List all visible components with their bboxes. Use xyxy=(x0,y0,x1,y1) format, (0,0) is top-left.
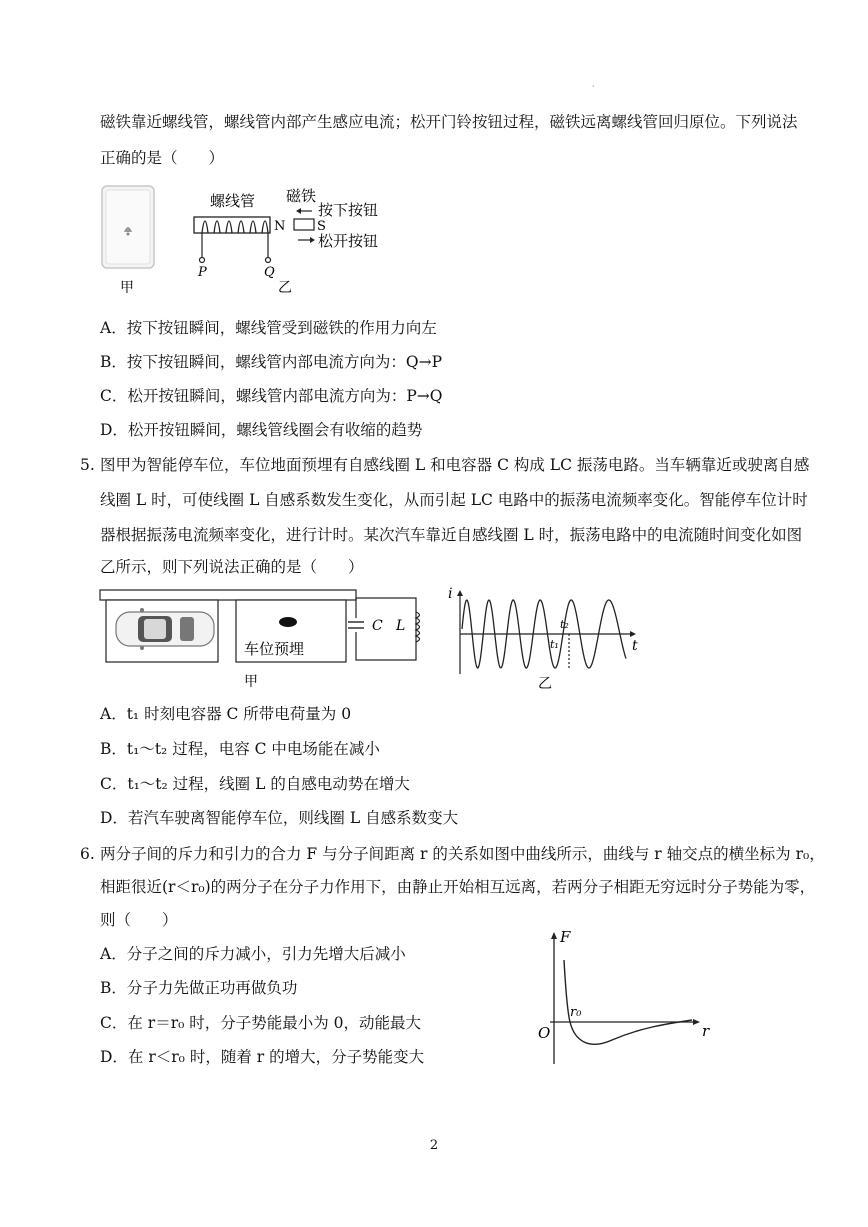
q6-option-a: A．分子之间的斥力减小，引力先增大后减小 xyxy=(100,945,406,963)
capacitor-label: C xyxy=(372,618,383,634)
q6-stem-line1: 两分子间的斥力和引力的合力 F 与分子间距离 r 的关系如图中曲线所示，曲线与 r 轴交点的横坐标为 r₀， xyxy=(100,845,825,863)
t2-label: t₂ xyxy=(560,618,569,631)
q4-option-c: C．松开按钮瞬间，螺线管内部电流方向为：P→Q xyxy=(100,387,443,405)
magnet-s: S xyxy=(317,219,326,234)
q5-option-b: B．t₁～t₂ 过程，电容 C 中电场能在减小 xyxy=(100,740,380,758)
q5-number: 5. xyxy=(80,456,95,474)
fig-yi-label-5: 乙 xyxy=(538,676,552,692)
q4-figure xyxy=(98,180,408,298)
solenoid-label: 螺线管 xyxy=(210,192,256,210)
q5-figure xyxy=(98,584,648,696)
q5-option-d: D．若汽车驶离智能停车位，则线圈 L 自感系数变大 xyxy=(100,809,459,827)
magnet-label: 磁铁 xyxy=(286,187,317,205)
release-arrow-icon xyxy=(310,237,315,243)
q4-option-a: A．按下按钮瞬间，螺线管受到磁铁的作用力向左 xyxy=(100,319,437,337)
r0-label: r₀ xyxy=(570,1005,582,1020)
fig-jia-label: 甲 xyxy=(120,280,134,296)
press-arrow-icon xyxy=(296,208,301,214)
fig-jia-label-5: 甲 xyxy=(244,674,258,690)
release-label: 松开按钮 xyxy=(318,232,379,250)
fig-yi-label: 乙 xyxy=(278,280,292,296)
inductor-label: L xyxy=(396,618,406,634)
q5-option-a: A．t₁ 时刻电容器 C 所带电荷量为 0 xyxy=(100,705,352,723)
q6-number: 6. xyxy=(80,845,95,863)
t-axis-label: t xyxy=(632,638,638,654)
solenoid-coil xyxy=(202,221,268,233)
magnet-n: N xyxy=(274,219,286,234)
q5-stem-line4: 乙所示，则下列说法正确的是（ ） xyxy=(100,558,364,576)
coil-sensor xyxy=(279,617,297,627)
lc-circuit xyxy=(356,598,420,660)
i-axis-label: i xyxy=(448,586,453,602)
ground-slab xyxy=(100,590,356,600)
t1-label: t₁ xyxy=(550,638,559,651)
r-axis-label: r xyxy=(702,1022,710,1040)
f-axis-label: F xyxy=(560,928,571,946)
q6-option-d: D．在 r＜r₀ 时，随着 r 的增大，分子势能变大 xyxy=(100,1048,425,1066)
q5-stem-line3: 器根据振荡电流频率变化，进行计时。某次汽车靠近自感线圈 L 时，振荡电路中的电流随时间变化如图 xyxy=(100,526,803,544)
press-label: 按下按钮 xyxy=(318,201,379,219)
page-number: 2 xyxy=(429,1138,439,1153)
q6-stem-line3: 则（ ） xyxy=(100,911,178,929)
q6-figure xyxy=(530,918,720,1070)
q4-option-d: D．松开按钮瞬间，螺线管线圈会有收缩的趋势 xyxy=(100,421,423,439)
q4-stem-line2: 正确的是（ ） xyxy=(100,149,225,167)
q6-option-b: B．分子力先做正功再做负功 xyxy=(100,979,298,997)
terminal-q: Q xyxy=(264,265,275,280)
force-curve xyxy=(564,960,692,1044)
q5-option-c: C．t₁～t₂ 过程，线圈 L 的自感电动势在增大 xyxy=(100,775,410,793)
terminal-p: P xyxy=(198,265,207,280)
q6-option-c: C．在 r＝r₀ 时，分子势能最小为 0，动能最大 xyxy=(100,1014,422,1032)
stray-mark: · xyxy=(592,82,595,91)
q5-stem-line1: 图甲为智能停车位，车位地面预埋有自感线圈 L 和电容器 C 构成 LC 振荡电路。当车辆靠近或驶离自感 xyxy=(100,456,810,474)
car-icon xyxy=(116,608,214,650)
q4-stem-line1: 磁铁靠近螺线管，螺线管内部产生感应电流；松开门铃按钮过程，磁铁远离螺线管回归原位。下列说法 xyxy=(100,113,798,131)
origin-label: O xyxy=(538,1024,551,1042)
q4-option-b: B．按下按钮瞬间，螺线管内部电流方向为：Q→P xyxy=(100,353,443,371)
q5-stem-line2: 线圈 L 时，可使线圈 L 自感系数发生变化，从而引起 LC 电路中的振荡电流频率变化。智能停车位计时 xyxy=(100,491,808,509)
parking-label: 车位预埋 xyxy=(244,640,305,658)
q6-stem-line2: 相距很近(r＜r₀)的两分子在分子力作用下，由静止开始相互远离，若两分子相距无穷远时分子势能为零， xyxy=(100,878,816,896)
bar-magnet xyxy=(294,219,314,230)
